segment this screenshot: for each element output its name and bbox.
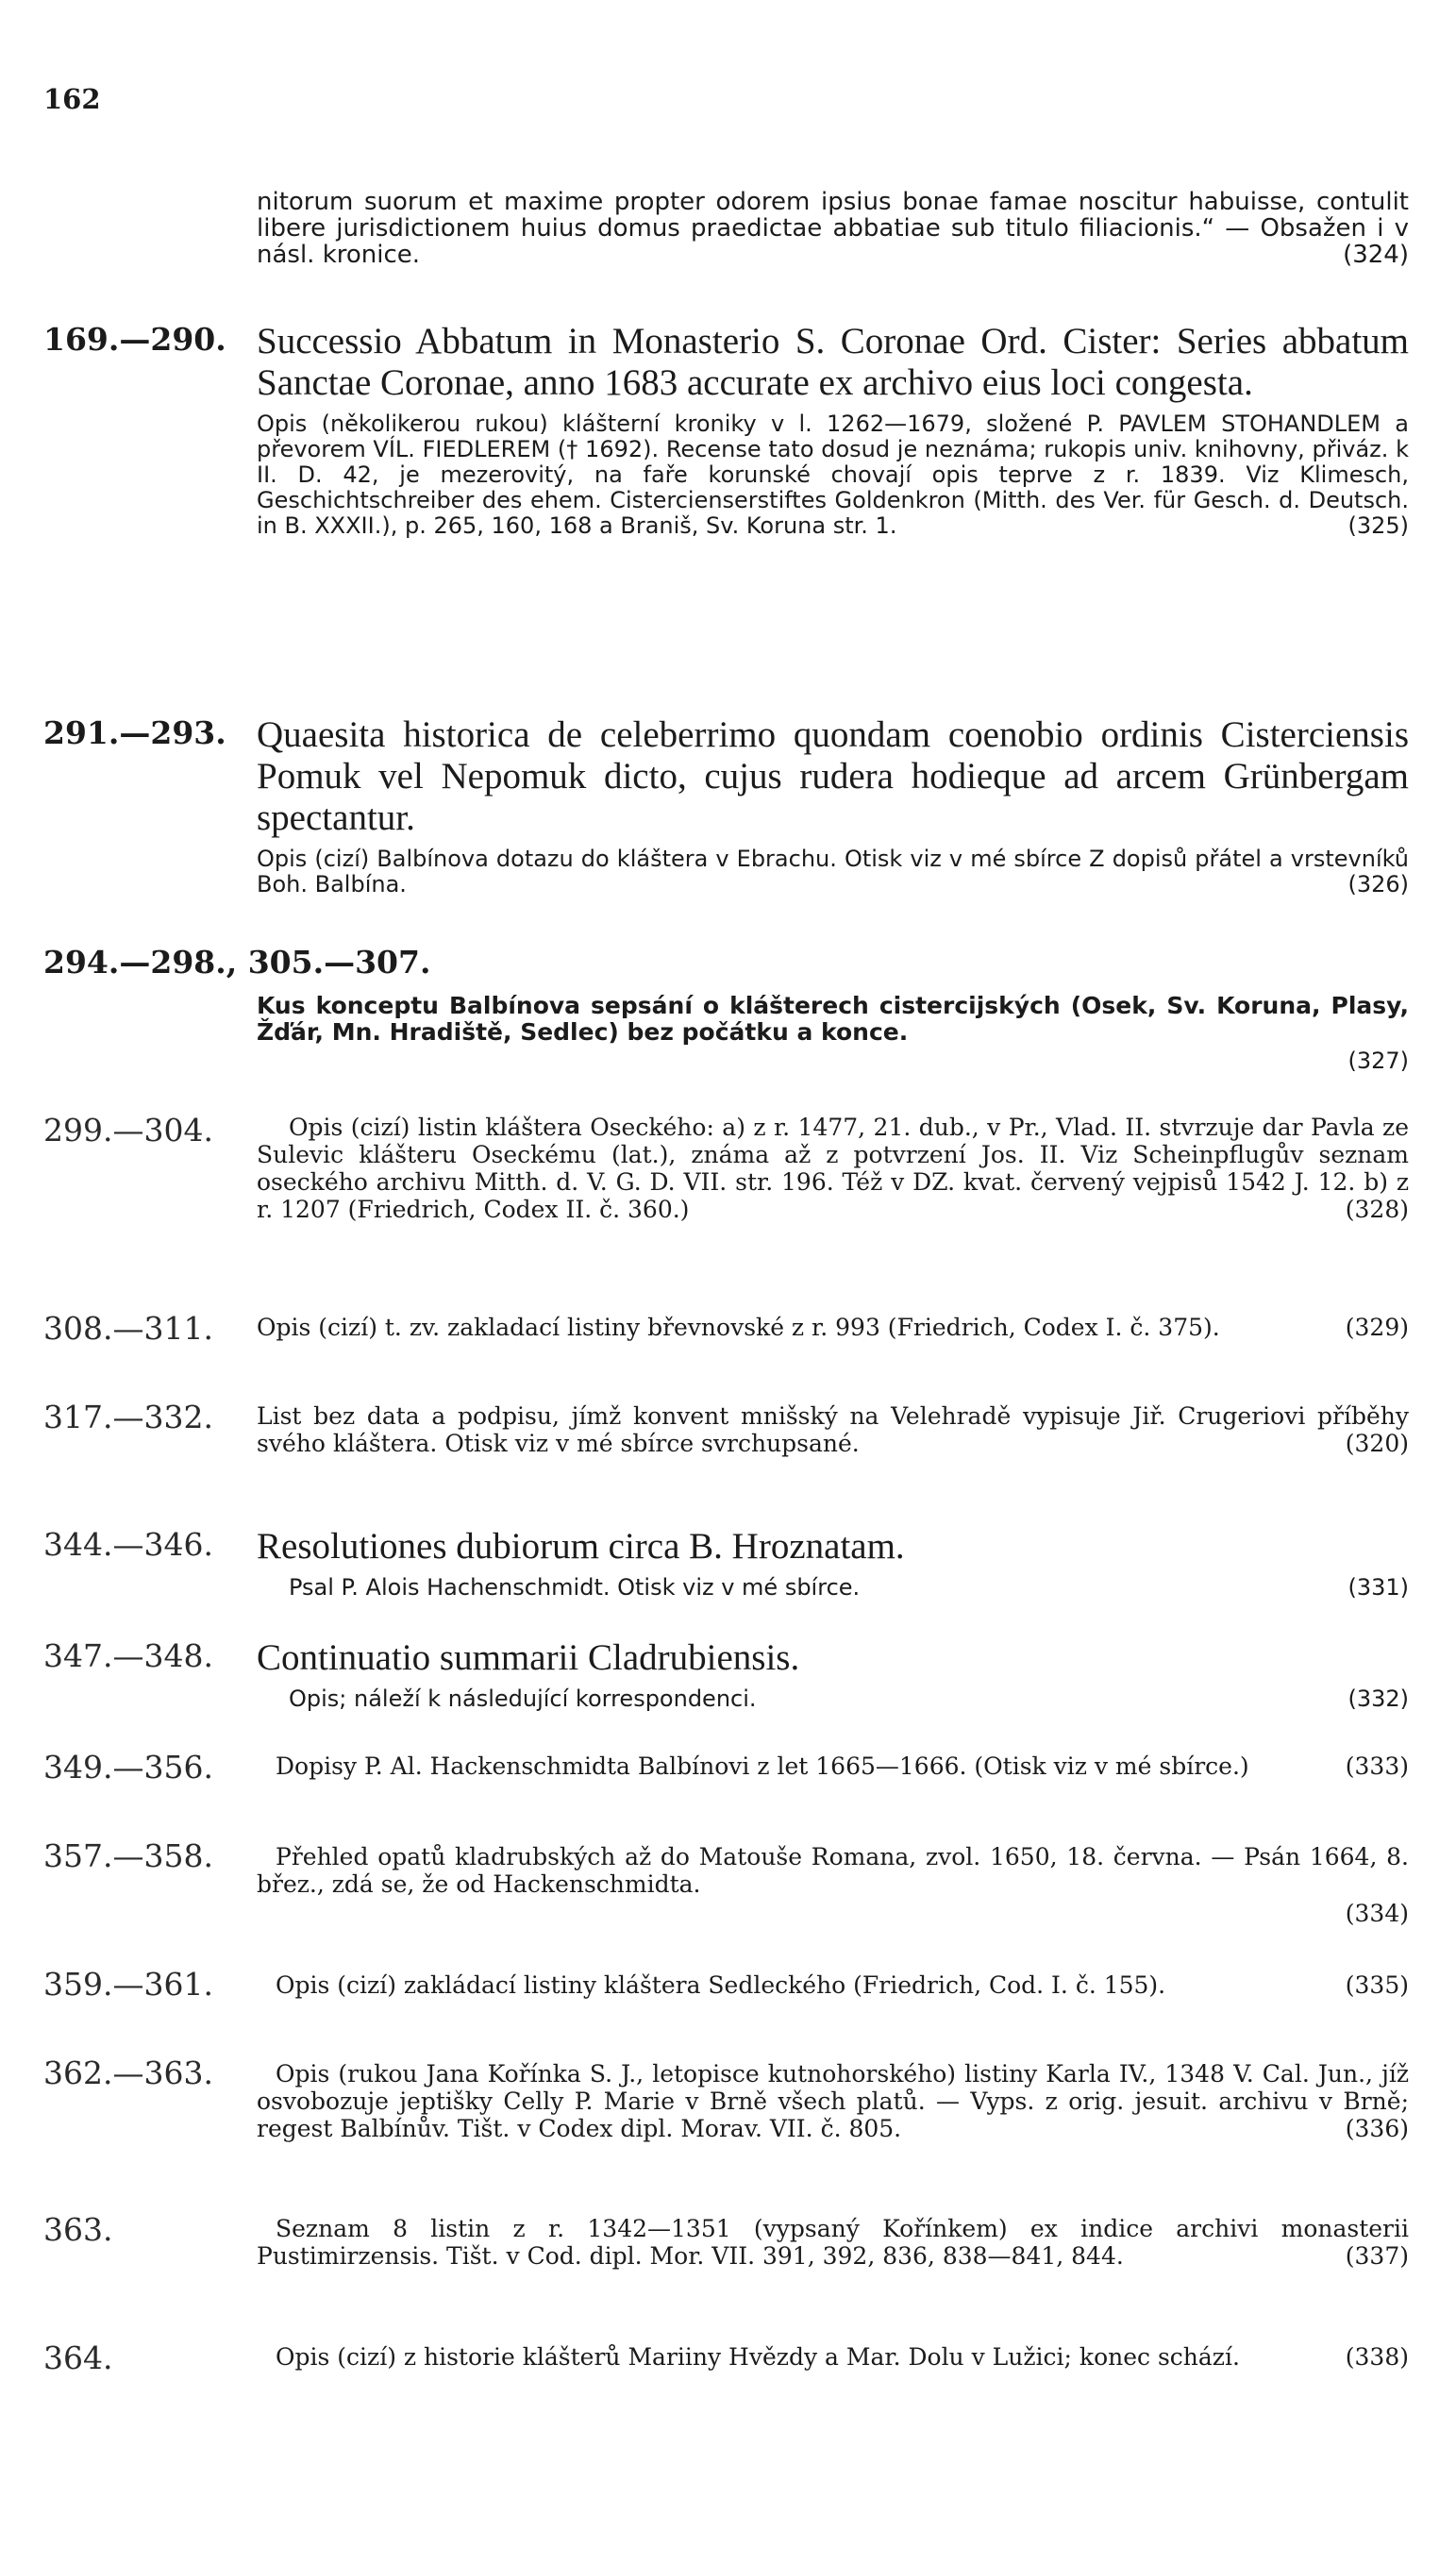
entry-title: Continuatio summarii Cladrubiensis. [257, 1637, 800, 1678]
entry-description [289, 1686, 1409, 1712]
entry-note [257, 2060, 1409, 2142]
entry-note [257, 1402, 1409, 1457]
entry-number: 347.—348. [43, 1637, 213, 1674]
entry-title: Quaesita historica de celeberrimo quondam coenobio ordinis Cisterciensis Pomuk vel Nepomuk dicto, cujus rudera hodieque ad arcem Grünbergam spectantur. [257, 714, 1409, 838]
entry-description-text: Opis (cizí) Balbínova dotazu do kláštera v Ebrachu. Otisk viz v mé sbírce Z dopisů přátel a vrstevníků Boh. Balbína. [257, 846, 1409, 897]
entry-description-text: Opis; náleží k následující korrespondenci. [289, 1685, 757, 1712]
entry-ref: (333) [1345, 1752, 1409, 1780]
entry-note-text: Opis (rukou Jana Kořínka S. J., letopisce kutnohorského) listiny Karla IV., 1348 V. Cal. Jun., jíž osvobozuje jeptišky Celly P. Marie v Brně všech platů. — Vyps. z orig. jesuit. archivu v Brně; regest Balbínův. Tišt. v Codex dipl. Morav. VII. č. 805. [257, 2060, 1409, 2142]
intro-ref: (324) [1343, 241, 1409, 269]
page-number: 162 [43, 83, 101, 115]
entry-number: 299.—304. [43, 1112, 213, 1149]
entry-ref: (325) [1347, 512, 1409, 539]
entry-number: 308.—311. [43, 1310, 213, 1347]
entry-number: 359.—361. [43, 1966, 213, 2003]
entry-number: 362.—363. [43, 2054, 213, 2091]
entry-description: Kus konceptu Balbínova sepsání o klášterech cistercijských (Osek, Sv. Koruna, Plasy, Žďár, Mn. Hradiště, Sedlec) bez počátku a konce. [257, 992, 1409, 1046]
intro-text: nitorum suorum et maxime propter odorem ipsius bonae famae noscitur habuisse, contulit libere jurisdictionem huius domus praedictae abbatiae sub titulo filiacionis.“ — Obsažen i v násl. kronice. [257, 188, 1409, 269]
entry-ref: (335) [1345, 1971, 1409, 1999]
entry-note [257, 1752, 1409, 1780]
entry-title: Successio Abbatum in Monasterio S. Coronae Ord. Cister: Series abbatum Sanctae Coronae, anno 1683 accurate ex archivo eius loci congesta. [257, 321, 1409, 403]
intro-paragraph [257, 189, 1409, 268]
entry-note [257, 1971, 1409, 1999]
entry-note [257, 1314, 1409, 1341]
entry-note-text: Seznam 8 listin z r. 1342—1351 (vypsaný Kořínkem) ex indice archivi monasterii Pustimirzensis. Tišt. v Cod. dipl. Mor. VII. 391, 392, 836, 838—841, 844. [257, 2215, 1409, 2270]
entry-number: 169.—290. [43, 321, 226, 358]
entry-ref: (337) [1345, 2242, 1409, 2270]
entry-note-text: Dopisy P. Al. Hackenschmidta Balbínovi z let 1665—1666. (Otisk viz v mé sbírce.) [276, 1752, 1249, 1780]
entry-number: 364. [43, 2339, 113, 2376]
entry-description [289, 1575, 1409, 1601]
entry-note-text: Opis (cizí) listin kláštera Oseckého: a) z r. 1477, 21. dub., v Pr., Vlad. II. stvrzuje dar Pavla ze Sulevic klášteru Oseckému (lat.), známa až z potvrzení Jos. II. Viz Scheinpflugův seznam oseckého archivu Mitth. d. V. G. D. VII. str. 196. Též v DZ. kvat. červený vejpisů 1542 J. 12. b) z r. 1207 (Friedrich, Codex II. č. 360.) [257, 1114, 1409, 1223]
entry-number: 363. [43, 2211, 113, 2248]
entry-ref: (334) [1345, 1900, 1409, 1927]
entry-number: 291.—293. [43, 714, 226, 751]
entry-note-text: Opis (cizí) t. zv. zakladací listiny břevnovské z r. 993 (Friedrich, Codex I. č. 375). [257, 1314, 1220, 1341]
entry-note-text: Opis (cizí) z historie klášterů Mariiny Hvězdy a Mar. Dolu v Lužici; konec schází. [276, 2343, 1240, 2371]
entry-ref: (338) [1345, 2343, 1409, 2371]
entry-ref: (326) [1347, 871, 1409, 897]
entry-ref: (332) [1347, 1685, 1409, 1712]
entry-note [257, 1114, 1409, 1223]
entry-description [257, 411, 1409, 539]
entry-ref: (336) [1345, 2115, 1409, 2142]
entry-ref: (327) [1347, 1048, 1409, 1074]
entry-note-text: Opis (cizí) zakládací listiny kláštera Sedleckého (Friedrich, Cod. I. č. 155). [276, 1971, 1166, 1999]
entry-number: 294.—298., 305.—307. [43, 944, 431, 981]
entry-ref: (331) [1347, 1574, 1409, 1601]
entry-ref: (328) [1345, 1196, 1409, 1223]
entry-note [257, 2343, 1409, 2371]
entry-number: 349.—356. [43, 1749, 213, 1786]
entry-note [257, 2215, 1409, 2270]
entry-number: 317.—332. [43, 1399, 213, 1435]
entry-note: Přehled opatů kladrubských až do Matouše Romana, zvol. 1650, 18. června. — Psán 1664, 8. břez., zdá se, že od Hackenschmidta. [257, 1843, 1409, 1898]
entry-number: 344.—346. [43, 1526, 213, 1563]
entry-ref: (320) [1345, 1430, 1409, 1457]
entry-ref: (329) [1345, 1314, 1409, 1341]
entry-description-text: Psal P. Alois Hachenschmidt. Otisk viz v mé sbírce. [289, 1574, 861, 1601]
entry-title: Resolutiones dubiorum circa B. Hroznatam. [257, 1526, 905, 1567]
entry-description-text: Opis (několikerou rukou) klášterní kroniky v l. 1262—1679, složené P. PAVLEM STOHANDLEM a převorem VÍL. FIEDLEREM († 1692). Recense tato dosud je neznáma; rukopis univ. knihovny, přiváz. k II. D. 42, je mezerovitý, na faře korunské chovají opis teprve z r. 1839. Viz Klimesch, Geschichtschreiber des ehem. Cistercienserstiftes Goldenkron (Mitth. des Ver. für Gesch. d. Deutsch. in B. XXXII.), p. 265, 160, 168 a Braniš, Sv. Koruna str. 1. [257, 411, 1409, 539]
entry-note-text: List bez data a podpisu, jímž konvent mnišský na Velehradě vypisuje Jiř. Crugeriovi příběhy svého kláštera. Otisk viz v mé sbírce svrchupsané. [257, 1402, 1409, 1457]
entry-number: 357.—358. [43, 1837, 213, 1874]
entry-description [257, 847, 1409, 897]
